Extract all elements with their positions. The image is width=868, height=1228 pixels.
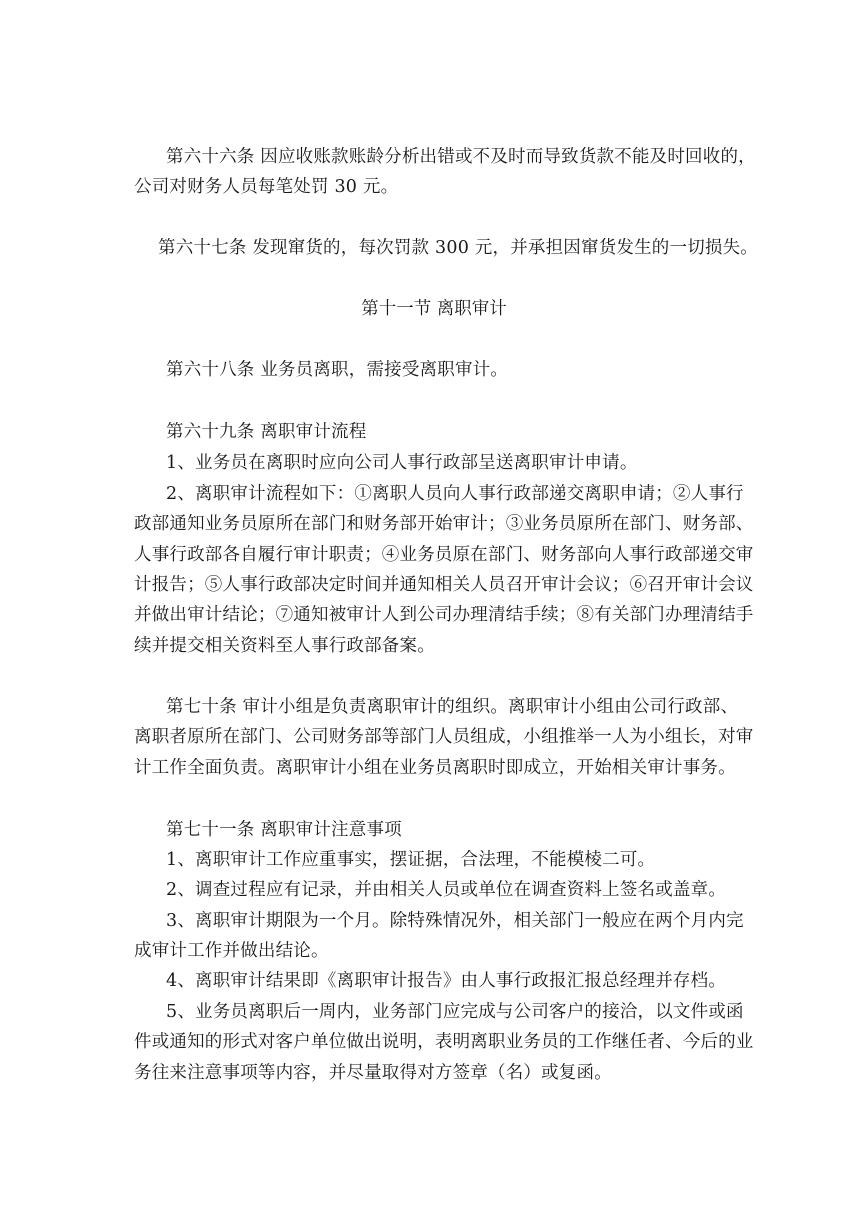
article-71-item-2: 2、调查过程应有记录，并由相关人员或单位在调查资料上签名或盖章。: [166, 880, 727, 900]
article-66-line-2: 公司对财务人员每笔处罚 30 元。: [134, 177, 399, 197]
article-69-title: 第六十九条 离职审计流程: [166, 422, 367, 442]
article-69-item-1: 1、业务员在离职时应向公司人事行政部呈送离职审计申请。: [166, 453, 638, 473]
article-69-item-2-line-3: 人事行政部各自履行审计职责；④业务员原在部门、财务部向人事行政部递交审: [134, 545, 754, 565]
article-71-item-4: 4、离职审计结果即《离职审计报告》由人事行政报汇报总经理并存档。: [166, 971, 727, 991]
article-68-line-1: 第六十八条 业务员离职，需接受离职审计。: [166, 360, 509, 380]
article-70-line-2: 离职者原所在部门、公司财务部等部门人员组成，小组推举一人为小组长，对审: [134, 727, 754, 747]
article-69-item-2-line-1: 2、离职审计流程如下：①离职人员向人事行政部递交离职申请；②人事行: [166, 484, 744, 504]
article-71-item-5-line-2: 件或通知的形式对客户单位做出说明，表明离职业务员的工作继任者、今后的业: [134, 1032, 754, 1052]
article-70-line-3: 计工作全面负责。离职审计小组在业务员离职时即成立，开始相关审计事务。: [134, 758, 736, 778]
article-67-line-1: 第六十七条 发现窜货的，每次罚款 300 元，并承担因窜货发生的一切损失。: [158, 238, 758, 258]
article-71-title: 第七十一条 离职审计注意事项: [166, 820, 402, 840]
section-heading: 第十一节 离职审计: [361, 299, 507, 319]
article-71-item-5-line-1: 5、业务员离职后一周内，业务部门应完成与公司客户的接洽，以文件或函: [166, 1002, 744, 1022]
article-69-item-2-line-5: 并做出审计结论；⑦通知被审计人到公司办理清结手续；⑧有关部门办理清结手: [134, 605, 754, 625]
article-71-item-5-line-3: 务往来注意事项等内容，并尽量取得对方签章（名）或复函。: [134, 1063, 612, 1083]
article-69-item-2-line-6: 续并提交相关资料至人事行政部备案。: [134, 636, 435, 656]
article-69-item-2-line-2: 政部通知业务员原所在部门和财务部开始审计；③业务员原所在部门、财务部、: [134, 514, 754, 534]
article-71-item-3-line-1: 3、离职审计期限为一个月。除特殊情况外，相关部门一般应在两个月内完: [166, 911, 744, 931]
article-71-item-3-line-2: 成审计工作并做出结论。: [134, 941, 329, 961]
article-66-line-1: 第六十六条 因应收账款账龄分析出错或不及时而导致货款不能及时回收的，: [166, 147, 756, 167]
article-69-item-2-line-4: 计报告；⑤人事行政部决定时间并通知相关人员召开审计会议；⑥召开审计会议: [134, 575, 754, 595]
article-71-item-1: 1、离职审计工作应重事实，摆证据，合法理，不能模棱二可。: [166, 850, 656, 870]
article-70-line-1: 第七十条 审计小组是负责离职审计的组织。离职审计小组由公司行政部、: [166, 697, 739, 717]
